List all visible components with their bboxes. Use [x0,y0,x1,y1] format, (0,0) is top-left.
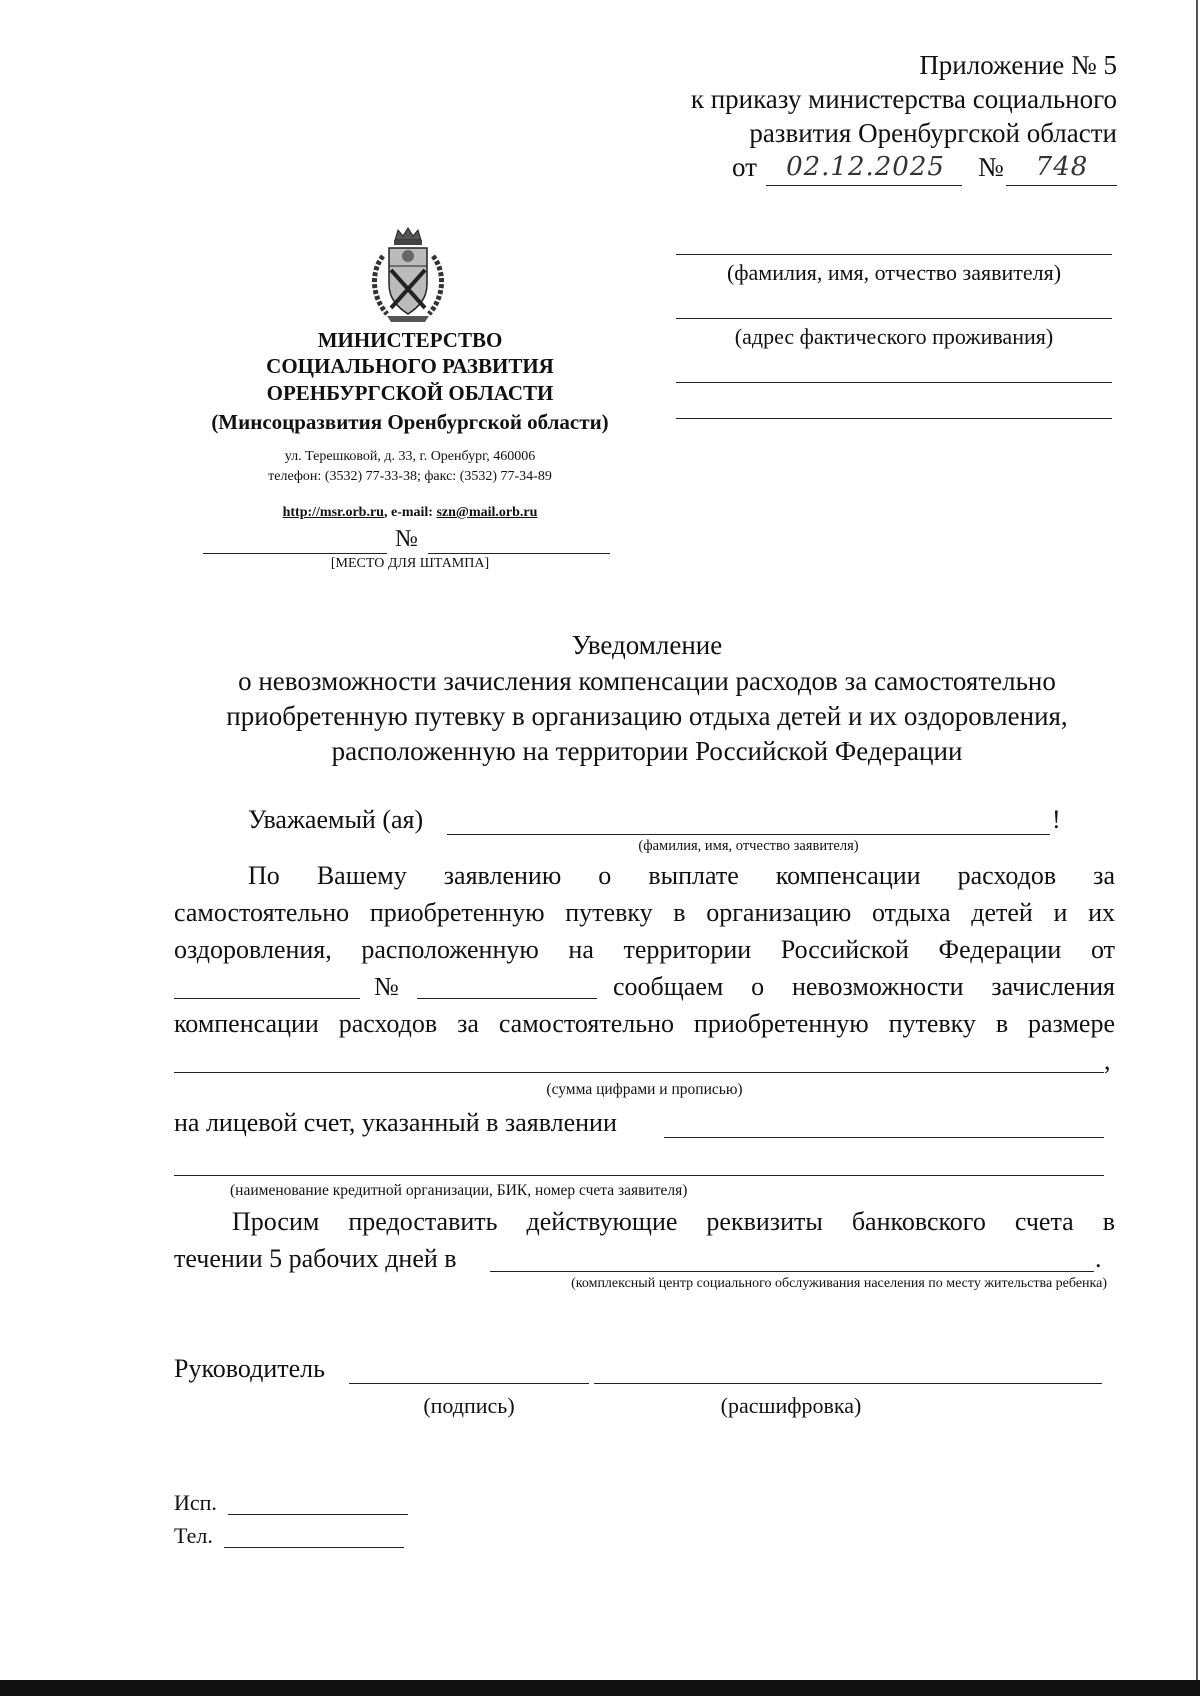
paragraph-1-line-1: По Вашему заявлению о выплате компенсации расходов за [248,861,1115,890]
greeting-name-line [447,834,1050,835]
bank-caption: (наименование кредитной организации, БИК, номер счета заявителя) [230,1182,688,1199]
recipient-address-line-1 [676,318,1112,319]
account-label: на лицевой счет, указанный в заявлении [174,1108,617,1137]
recipient-address-line-2 [676,382,1112,383]
attachment-line-1: Приложение № 5 [919,50,1117,80]
sum-comma: , [1104,1046,1111,1075]
ministry-website-link[interactable]: http://msr.orb.ru [282,505,384,520]
notice-subtitle-line-2: приобретенную путевку в организацию отдыха детей и их оздоровления, [226,701,1068,731]
greeting-label: Уважаемый (ая) [248,805,424,834]
center-period: . [1095,1244,1102,1273]
recipient-name-line [676,254,1112,255]
scan-right-edge [1196,0,1198,1680]
application-number-line [417,998,597,999]
greeting-exclamation: ! [1052,805,1061,834]
outgoing-no-label: № [395,526,418,552]
stamp-place-caption: [МЕСТО ДЛЯ ШТАМПА] [330,556,490,571]
outgoing-date-line [203,553,387,554]
application-no-label: № [374,972,399,1001]
ministry-name-line-1: МИНИСТЕРСТВО [317,328,503,352]
attachment-no-label: № [978,152,1004,182]
notice-subtitle-line-3: расположенную на территории Российской Федерации [331,736,963,766]
phone-label: Тел. [174,1523,213,1548]
phone-line [224,1547,404,1548]
ministry-email-label: , e-mail: [383,505,437,520]
notice-title: Уведомление [571,630,723,660]
ministry-short-name: (Минсоцразвития Оренбургской области) [211,410,609,434]
head-label: Руководитель [174,1354,325,1383]
signature-caption: (подпись) [423,1393,515,1418]
scan-bottom-edge [0,1680,1200,1696]
application-date-line [174,998,360,999]
paragraph-1-line-5: компенсации расходов за самостоятельно приобретенную путевку в размере [174,1009,1115,1038]
attachment-date-underline [766,185,962,186]
center-line [490,1271,1094,1272]
attachment-number-underline [1006,185,1117,186]
executor-line [228,1514,408,1515]
attachment-from-label: от [732,152,757,182]
ministry-address: ул. Терешковой, д. 33, г. Оренбург, 460006 [284,449,536,464]
attachment-date: 02.12.2025 [786,152,945,182]
account-line-2 [174,1175,1104,1176]
paragraph-1-line-4: сообщаем о невозможности зачисления [613,972,1115,1001]
attachment-number: 748 [1035,152,1089,182]
ministry-email-link[interactable]: szn@mail.orb.ru [436,505,538,520]
attachment-line-2: к приказу министерства социального [690,84,1117,114]
attachment-line-3: развития Оренбургской области [749,118,1117,148]
ministry-name-line-2: СОЦИАЛЬНОГО РАЗВИТИЯ [266,354,554,378]
outgoing-number-line [428,553,610,554]
paragraph-1-line-2: самостоятельно приобретенную путевку в организацию отдыха детей и их [174,898,1115,927]
account-line-1 [664,1137,1104,1138]
ministry-contacts [190,503,630,523]
greeting-caption: (фамилия, имя, отчество заявителя) [638,838,859,854]
signature-line [349,1383,589,1384]
paragraph-2-line-2: течении 5 рабочих дней в [174,1244,457,1273]
paragraph-1-line-3: оздоровления, расположенную на территории Российской Федерации от [174,935,1115,964]
notice-subtitle-line-1: о невозможности зачисления компенсации расходов за самостоятельно [238,666,1056,696]
executor-label: Исп. [174,1490,217,1515]
ministry-name-line-3: ОРЕНБУРГСКОЙ ОБЛАСТИ [266,381,554,405]
recipient-address-line-3 [676,418,1112,419]
decode-caption: (расшифровка) [720,1393,862,1418]
paragraph-2-line-1: Просим предоставить действующие реквизиты банковского счета в [232,1207,1115,1236]
decode-line [594,1383,1102,1384]
ministry-phones: телефон: (3532) 77-33-38; факс: (3532) 77-34-89 [268,469,552,484]
center-caption: (комплексный центр социального обслуживания населения по месту жительства ребенка) [571,1276,1107,1291]
recipient-address-caption: (адрес фактического проживания) [734,324,1054,349]
coat-of-arms-emblem [365,226,451,326]
sum-caption: (сумма цифрами и прописью) [546,1081,743,1098]
sum-line [174,1072,1104,1073]
recipient-name-caption: (фамилия, имя, отчество заявителя) [726,260,1062,285]
